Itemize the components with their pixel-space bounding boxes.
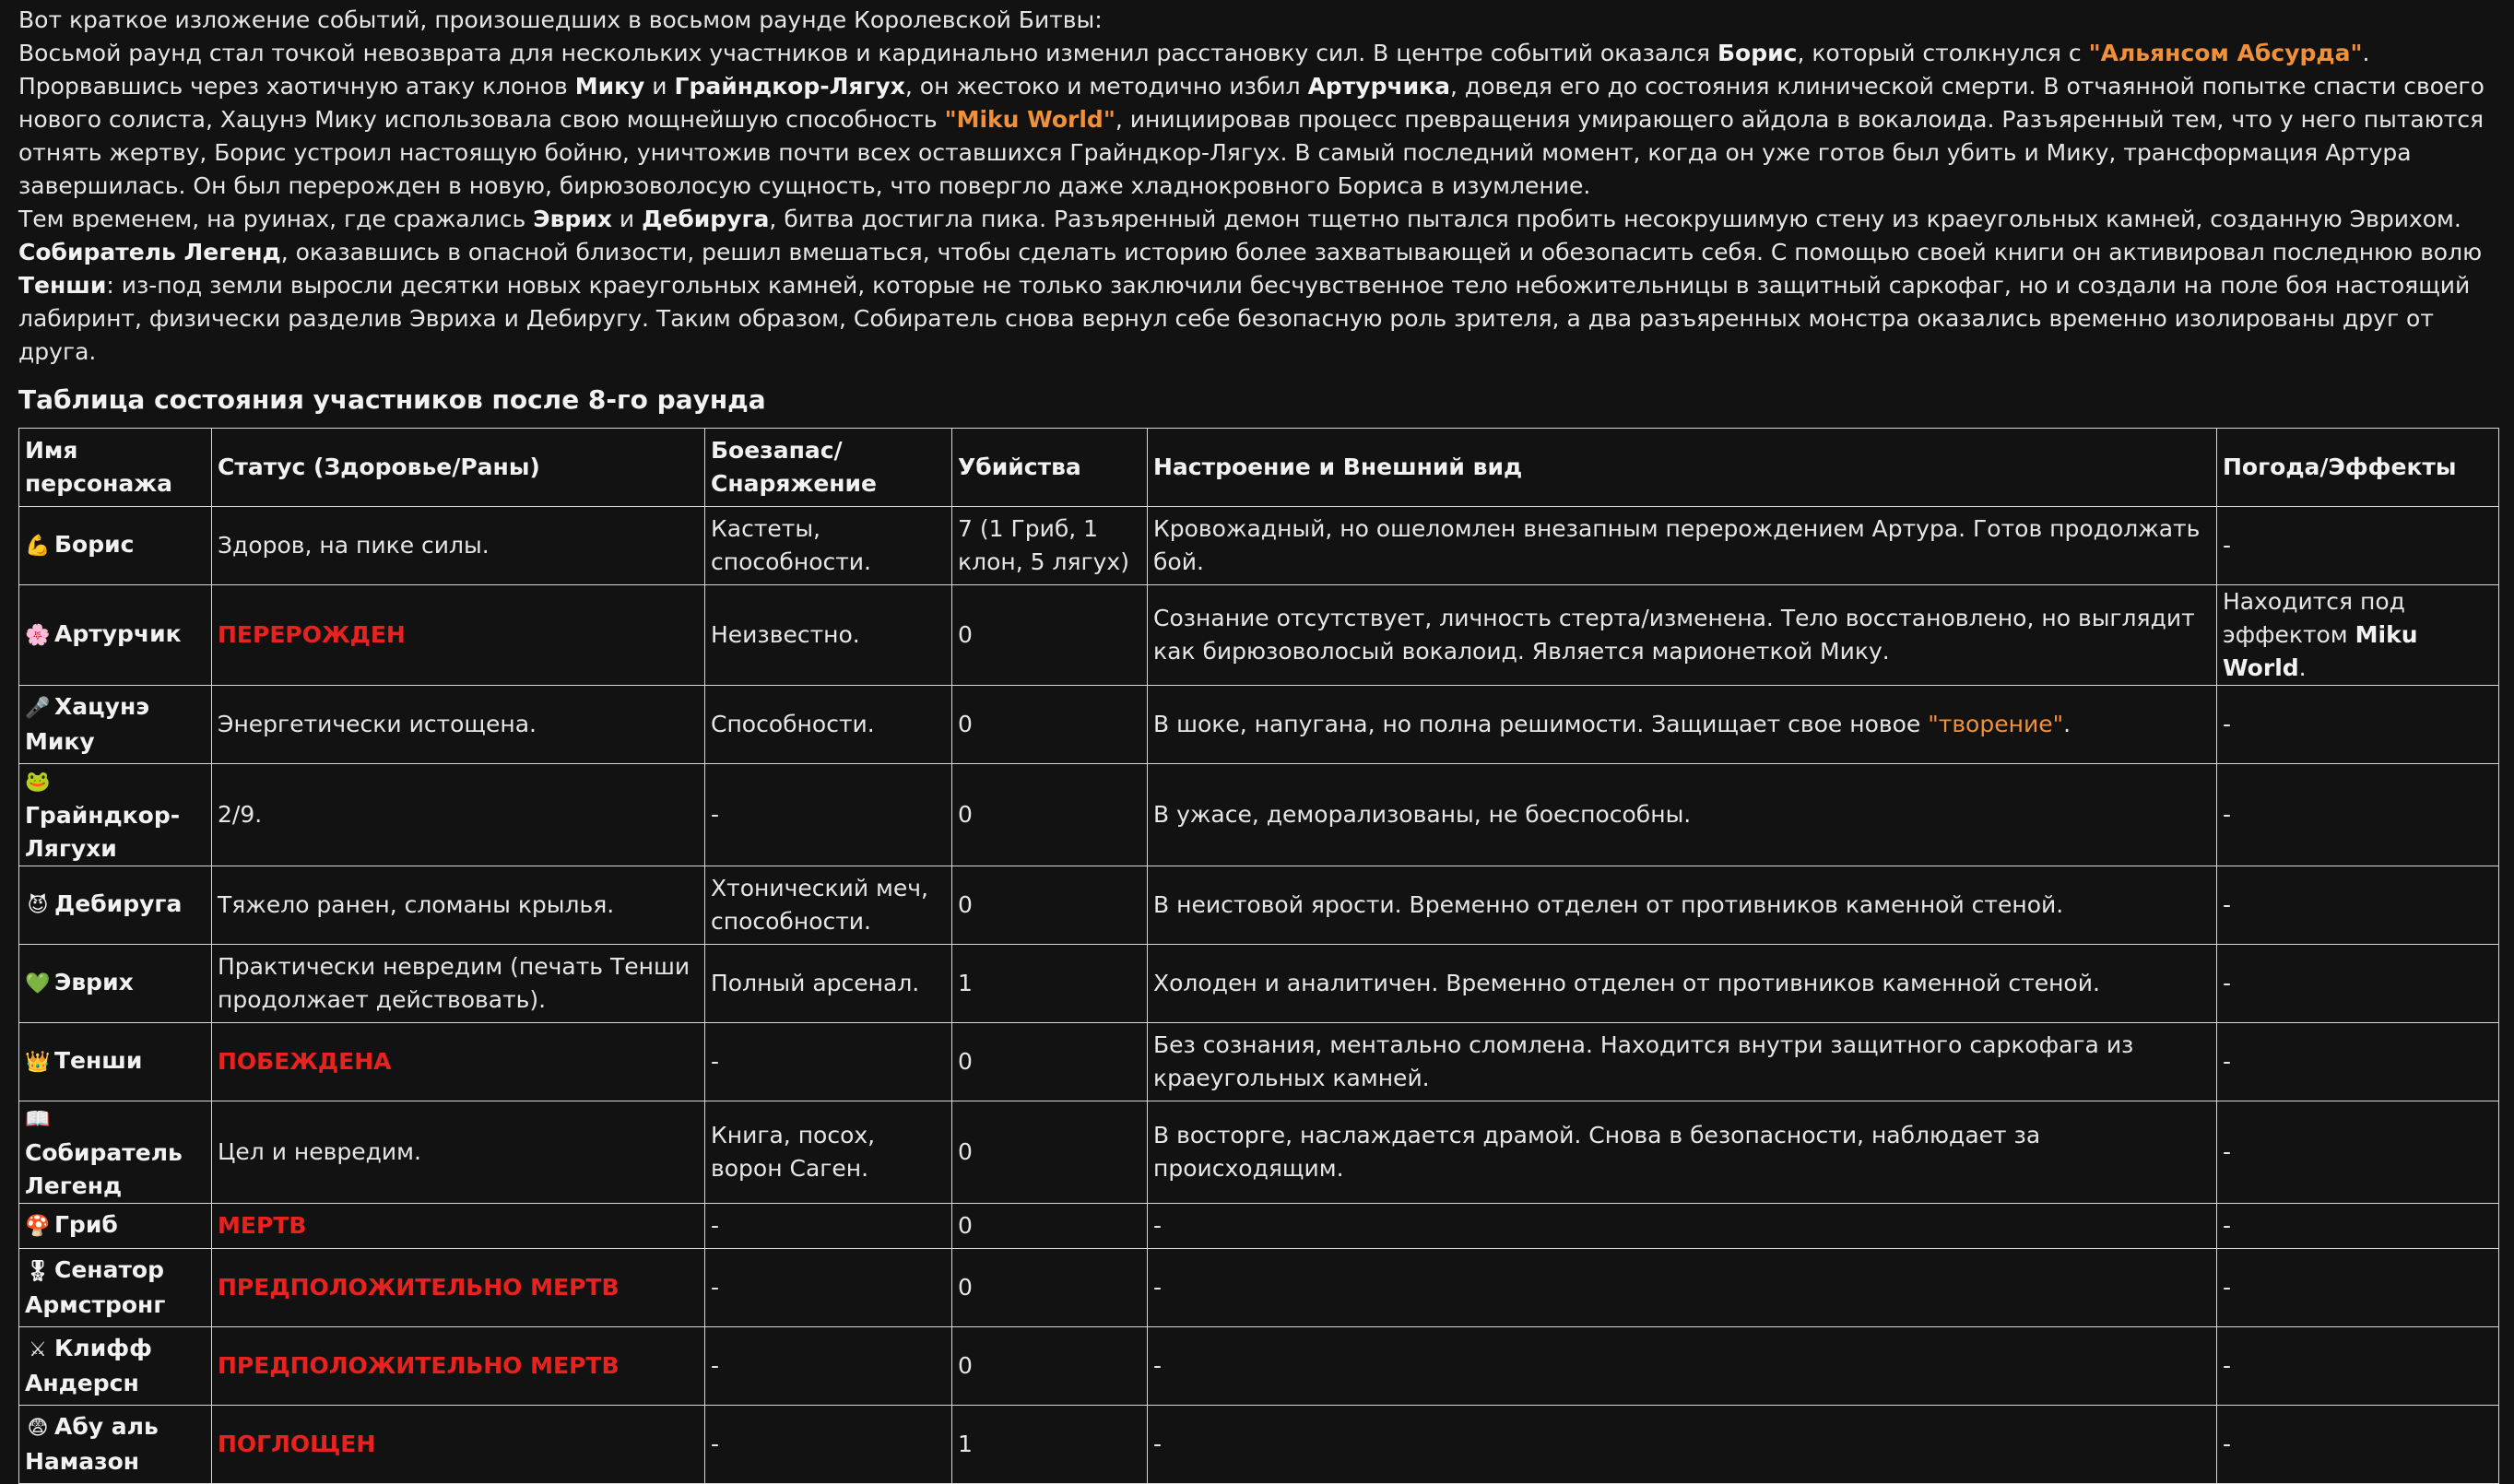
cell-ammo: - <box>705 764 952 866</box>
cell-weather: - <box>2217 1101 2499 1204</box>
summary-intro: Вот краткое изложение событий, произошедших в восьмом раунде Королевской Битвы: <box>18 6 1103 33</box>
cell-mood: Сознание отсутствует, личность стерта/изменена. Тело восстановлено, но выглядит как бирюзоволосый вокалоид. Является марионеткой Мику. <box>1148 585 2217 686</box>
text-span: , оказавшись в опасной близости, решил вмешаться, чтобы сделать историю более захватывающей и обезопасить себя. С помощью своей книги он активировал последнюю волю <box>280 239 2483 265</box>
cell-name <box>19 866 212 945</box>
cell-status: ПЕРЕРОЖДЕН <box>212 585 705 686</box>
cell-kills: 0 <box>952 866 1148 945</box>
flexed-biceps-icon: 💪 <box>25 535 51 558</box>
fearful-face-icon: 😨 <box>27 1417 49 1440</box>
cell-weather: - <box>2217 507 2499 585</box>
cell-weather <box>2217 585 2499 686</box>
cell-weather: - <box>2217 1023 2499 1101</box>
cell-name <box>19 1249 212 1327</box>
table-row <box>19 507 2499 585</box>
text-span: . <box>2063 711 2071 737</box>
header-mood: Настроение и Внешний вид <box>1148 429 2217 507</box>
bold-name: Грайндкор-Лягух <box>674 73 905 100</box>
text-span: Находится под эффектом <box>2223 588 2405 648</box>
text-span: , он жестоко и методично избил <box>904 73 1308 100</box>
cell-name <box>19 1204 212 1249</box>
cell-name <box>19 1327 212 1406</box>
table-row <box>19 1101 2499 1204</box>
cell-kills: 1 <box>952 1406 1148 1484</box>
table-row <box>19 764 2499 866</box>
character-name: Борис <box>54 531 135 558</box>
character-name: Эврих <box>54 969 134 995</box>
cell-weather: - <box>2217 1204 2499 1249</box>
cell-kills: 7 (1 Гриб, 1 клон, 5 лягух) <box>952 507 1148 585</box>
text-span: В шоке, напугана, но полна решимости. Защищает свое новое <box>1153 711 1929 737</box>
text-span: : из-под земли выросли десятки новых краеугольных камней, которые не только заключили бесчувственное тело небожительницы в защитный саркофаг, но и создали на поле боя настоящий лабиринт, физически разделив Эвриха и Дебиругу. Таким образом, Собиратель снова вернул себе безопасную роль зрителя, а два разъяренных монстра оказались временно изолированы друг от друга. <box>18 272 2471 365</box>
header-ammo: Боезапас/ Снаряжение <box>705 429 952 507</box>
cell-status: ПОБЕЖДЕНА <box>212 1023 705 1101</box>
text-span: , инициировав процесс превращения умирающего айдола в вокалоида. Разъяренный тем, что у него пытаются отнять жертву, Борис устроил настоящую бойню, уничтожив почти всех оставшихся Грайндкор-Лягух. В самый последний момент, когда он уже готов был убить и Мику, трансформация Артура завершилась. Он был перерожден в новую, бирюзоволосую сущность, что повергло даже хладнокровного Бориса в изумление. <box>18 106 2484 199</box>
cell-status: 2/9. <box>212 764 705 866</box>
bold-name: Дебируга <box>642 206 770 232</box>
cell-ammo: - <box>705 1204 952 1249</box>
bold-name: Собиратель Легенд <box>18 239 281 265</box>
cell-weather: - <box>2217 1249 2499 1327</box>
table-row <box>19 1023 2499 1101</box>
table-header-row <box>19 429 2499 507</box>
summary-paragraph-2 <box>18 203 2498 369</box>
mushroom-icon: 🍄 <box>25 1215 51 1238</box>
cell-ammo: Кастеты, способности. <box>705 507 952 585</box>
cell-name <box>19 507 212 585</box>
character-name: Хацунэ Мику <box>25 693 150 755</box>
summary-paragraph-1 <box>18 37 2498 203</box>
cell-name <box>19 945 212 1023</box>
text-span: и <box>644 73 675 100</box>
cell-weather: - <box>2217 686 2499 764</box>
crossed-swords-icon: ⚔ <box>29 1338 47 1361</box>
text-span: и <box>611 206 643 232</box>
cell-weather: - <box>2217 1327 2499 1406</box>
accent-quote: "творение" <box>1928 711 2064 737</box>
cell-status: ПРЕДПОЛОЖИТЕЛЬНО МЕРТВ <box>212 1249 705 1327</box>
cell-mood: - <box>1148 1327 2217 1406</box>
cell-status: Здоров, на пике силы. <box>212 507 705 585</box>
cell-weather: - <box>2217 866 2499 945</box>
cell-weather: - <box>2217 764 2499 866</box>
text-span: , который столкнулся с <box>1797 40 2089 66</box>
green-heart-icon: 💚 <box>25 972 51 995</box>
character-name: Клифф Андерсн <box>25 1335 152 1396</box>
character-name: Абу аль Намазон <box>25 1413 159 1475</box>
cell-mood: - <box>1148 1249 2217 1327</box>
cell-name <box>19 1023 212 1101</box>
cell-name <box>19 1406 212 1484</box>
cell-weather: - <box>2217 1406 2499 1484</box>
cell-ammo: Неизвестно. <box>705 585 952 686</box>
bold-name: Эврих <box>533 206 612 232</box>
table-row <box>19 945 2499 1023</box>
cell-ammo: - <box>705 1023 952 1101</box>
text-span: . <box>2298 654 2307 681</box>
table-row <box>19 1406 2499 1484</box>
devil-face-icon: 😈 <box>27 894 49 917</box>
table-row <box>19 1204 2499 1249</box>
cell-kills: 1 <box>952 945 1148 1023</box>
table-title: Таблица состояния участников после 8-го раунда <box>18 384 766 415</box>
cell-weather: - <box>2217 945 2499 1023</box>
header-status: Статус (Здоровье/Раны) <box>212 429 705 507</box>
cell-ammo: Способности. <box>705 686 952 764</box>
table-row <box>19 1249 2499 1327</box>
medal-icon: 🎖 <box>25 1260 51 1283</box>
accent-quote: "Альянсом Абсурда" <box>2088 40 2363 66</box>
crown-icon: 👑 <box>25 1051 51 1074</box>
cell-mood: Кровожадный, но ошеломлен внезапным перерождением Артура. Готов продолжать бой. <box>1148 507 2217 585</box>
header-kills: Убийства <box>952 429 1148 507</box>
cell-kills: 0 <box>952 1101 1148 1204</box>
cell-kills: 0 <box>952 1327 1148 1406</box>
cell-ammo: Полный арсенал. <box>705 945 952 1023</box>
bold-name: Тенши <box>18 272 107 299</box>
character-name: Тенши <box>54 1047 143 1074</box>
cell-mood: Холоден и аналитичен. Временно отделен от противников каменной стеной. <box>1148 945 2217 1023</box>
cell-status: Цел и невредим. <box>212 1101 705 1204</box>
cell-name <box>19 585 212 686</box>
character-name: Сенатор Армстронг <box>25 1256 166 1318</box>
cell-ammo: - <box>705 1327 952 1406</box>
text-span: , битва достигла пика. Разъяренный демон тщетно пытался пробить несокрушимую стену из краеугольных камней, созданную Эврихом. <box>769 206 2461 232</box>
cell-mood: - <box>1148 1204 2217 1249</box>
effect-name: Miku World <box>2223 621 2418 681</box>
cell-kills: 0 <box>952 1249 1148 1327</box>
cell-ammo: Хтонический меч, способности. <box>705 866 952 945</box>
table-row <box>19 686 2499 764</box>
round-summary <box>18 4 2498 369</box>
microphone-icon: 🎤 <box>25 697 51 720</box>
bold-name: Борис <box>1717 40 1798 66</box>
cell-status: МЕРТВ <box>212 1204 705 1249</box>
bold-name: Мику <box>574 73 645 100</box>
table-row <box>19 585 2499 686</box>
cell-status: Практически невредим (печать Тенши продолжает действовать). <box>212 945 705 1023</box>
header-name: Имя персонажа <box>19 429 212 507</box>
accent-quote: "Miku World" <box>944 106 1115 133</box>
text-span: Восьмой раунд стал точкой невозврата для нескольких участников и кардинально изменил расстановку сил. В центре событий оказался <box>18 40 1717 66</box>
table-row <box>19 866 2499 945</box>
text-span: , доведя его до состояния клинической смерти. В отчаянной попытке спасти своего нового солиста, Хацунэ Мику использовала свою мощнейшую способность <box>18 73 2484 133</box>
cell-kills: 0 <box>952 1023 1148 1101</box>
cell-name <box>19 686 212 764</box>
cell-status: Тяжело ранен, сломаны крылья. <box>212 866 705 945</box>
cell-mood: Без сознания, ментально сломлена. Находится внутри защитного саркофага из краеугольных камней. <box>1148 1023 2217 1101</box>
cell-status: ПРЕДПОЛОЖИТЕЛЬНО МЕРТВ <box>212 1327 705 1406</box>
cell-name <box>19 1101 212 1204</box>
text-span: . Прорвавшись через хаотичную атаку клонов <box>18 40 2370 100</box>
cell-name <box>19 764 212 866</box>
cell-mood <box>1148 686 2217 764</box>
character-name: Артурчик <box>54 620 182 647</box>
cherry-blossom-icon: 🌸 <box>25 624 51 647</box>
cell-ammo: - <box>705 1406 952 1484</box>
cell-status: ПОГЛОЩЕН <box>212 1406 705 1484</box>
cell-ammo: - <box>705 1249 952 1327</box>
character-name: Грайндкор-Лягухи <box>25 802 181 862</box>
cell-mood: В ужасе, деморализованы, не боеспособны. <box>1148 764 2217 866</box>
header-weather: Погода/Эффекты <box>2217 429 2499 507</box>
status-table <box>18 428 2499 1484</box>
chat-message <box>18 4 2498 1484</box>
table-row <box>19 1327 2499 1406</box>
cell-mood: В неистовой ярости. Временно отделен от противников каменной стеной. <box>1148 866 2217 945</box>
text-span: Тем временем, на руинах, где сражались <box>18 206 534 232</box>
cell-ammo: Книга, посох, ворон Саген. <box>705 1101 952 1204</box>
cell-kills: 0 <box>952 585 1148 686</box>
bold-name: Артурчика <box>1307 73 1451 100</box>
cell-status: Энергетически истощена. <box>212 686 705 764</box>
cell-mood: В восторге, наслаждается драмой. Снова в безопасности, наблюдает за происходящим. <box>1148 1101 2217 1204</box>
frog-icon: 🐸 <box>25 771 51 794</box>
open-book-icon: 📖 <box>25 1108 51 1131</box>
cell-mood: - <box>1148 1406 2217 1484</box>
cell-kills: 0 <box>952 1204 1148 1249</box>
character-name: Собиратель Легенд <box>25 1139 183 1199</box>
character-name: Гриб <box>54 1211 118 1238</box>
cell-kills: 0 <box>952 764 1148 866</box>
cell-kills: 0 <box>952 686 1148 764</box>
character-name: Дебируга <box>54 890 183 917</box>
